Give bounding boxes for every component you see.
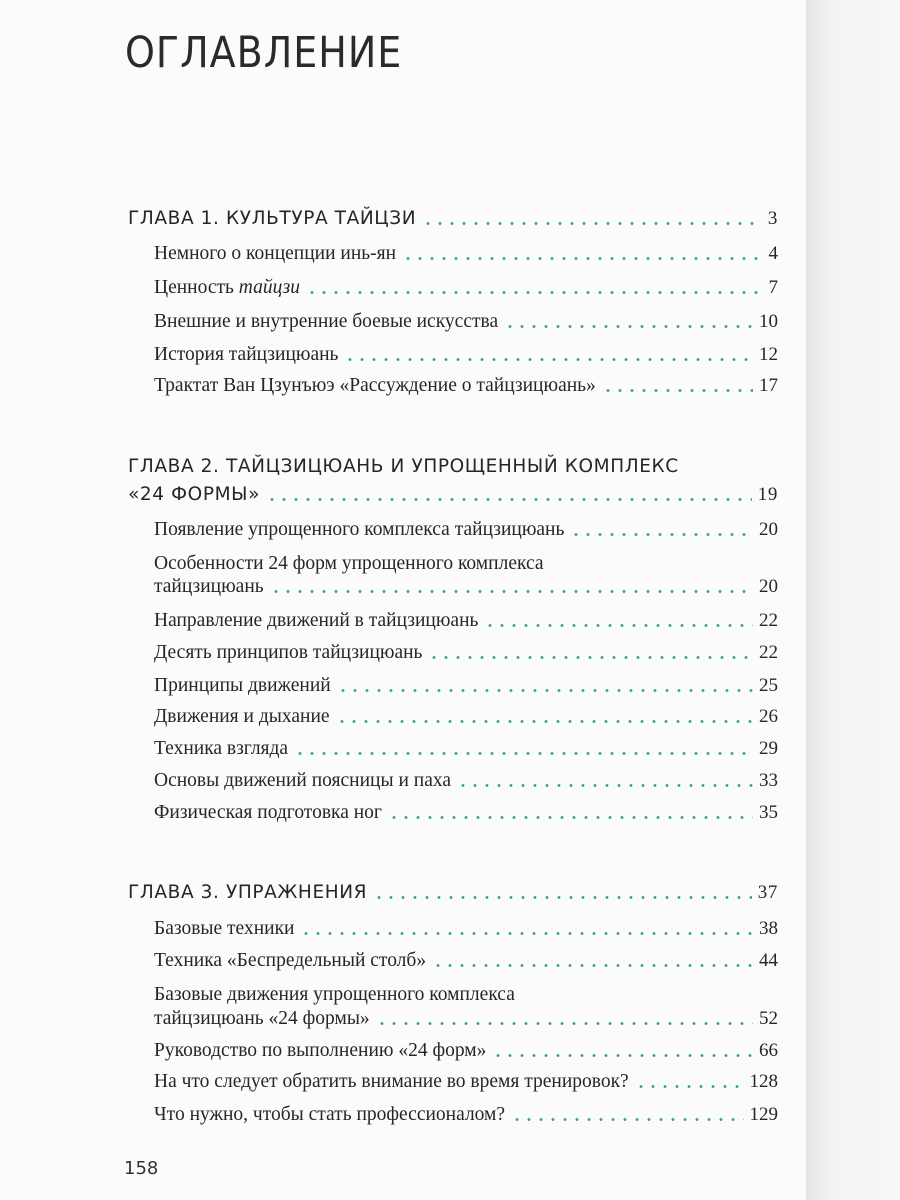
page-number: 19 [757,484,778,505]
toc-entry[interactable] [154,738,778,760]
dot-leader [570,532,753,537]
page-number: 33 [759,770,778,791]
page-number: 29 [759,738,778,759]
page-number: 44 [759,950,778,971]
dot-leader [300,931,753,936]
page-number: 17 [759,375,778,396]
page-number: 128 [749,1071,778,1092]
chapter-label: «24 ФОРМЫ» [128,484,260,505]
page-number: 7 [768,277,778,298]
dot-leader [388,815,753,820]
toc-entry[interactable] [154,802,778,824]
page-number: 10 [759,311,778,332]
toc-entry[interactable] [154,277,778,299]
page-number: 35 [759,802,778,823]
toc-chapter-2-line1[interactable]: ГЛАВА 2. ТАЙЦЗИЦЮАНЬ И УПРОЩЕННЫЙ КОМПЛЕКС [128,456,679,477]
entry-label: Основы движений поясницы и паха [154,770,451,791]
dot-leader [484,623,753,628]
chapter-label: ГЛАВА 3. УПРАЖНЕНИЯ [128,882,368,903]
toc-entry[interactable] [154,375,778,397]
toc-entry[interactable] [154,1071,778,1093]
page-number: 20 [759,519,778,540]
entry-label: Появление упрощенного комплекса тайцзицюань [154,519,565,540]
entry-label: Внешние и внутренние боевые искусства [154,311,499,332]
entry-label-italic: тайцзи [238,277,300,298]
page-number: 3 [767,208,778,229]
entry-label: Руководство по выполнению «24 форм» [154,1040,487,1061]
dot-leader [294,751,753,756]
page-number: 37 [757,882,778,903]
page-number: 4 [768,243,778,264]
page-number: 129 [749,1104,778,1125]
dot-leader [337,688,753,693]
toc-entry[interactable] [154,311,778,333]
entry-label: Физическая подготовка ног [154,802,382,823]
toc-entry[interactable] [154,610,778,632]
entry-label-text: Ценность [154,277,239,298]
dot-leader [635,1084,744,1089]
entry-label: Немного о концепции инь-ян [154,243,397,264]
page-number: 22 [759,642,778,663]
page-edge-shadow [806,0,900,1200]
dot-leader [402,256,762,261]
toc-entry[interactable] [154,1104,778,1126]
dot-leader [432,963,753,968]
page-number: 26 [759,706,778,727]
chapter-label: ГЛАВА 1. КУЛЬТУРА ТАЙЦЗИ [128,208,417,229]
entry-label: тайцзицюань [154,576,264,597]
dot-leader [266,497,752,502]
entry-label: Трактат Ван Цзунъюэ «Рассуждение о тайцзицюань» [154,375,596,396]
dot-leader [428,655,753,660]
toc-entry[interactable] [154,770,778,792]
page-number: 12 [759,344,778,365]
toc-entry[interactable] [154,243,778,265]
toc-entry[interactable] [154,576,778,598]
entry-label: тайцзицюань «24 формы» [154,1008,370,1029]
dot-leader [270,589,753,594]
dot-leader [306,290,763,295]
entry-label: Техника «Беспредельный столб» [154,950,427,971]
entry-label: На что следует обратить внимание во время тренировок? [154,1071,629,1092]
dot-leader [376,1021,753,1026]
page-number: 52 [759,1008,778,1029]
toc-entry[interactable] [154,918,778,940]
dot-leader [344,357,753,362]
toc-chapter-2[interactable] [128,484,778,506]
toc-chapter-1[interactable] [128,208,778,230]
entry-label: Десять принципов тайцзицюань [154,642,423,663]
dot-leader [336,719,753,724]
entry-label [154,277,300,299]
toc-entry-line1[interactable]: Особенности 24 форм упрощенного комплекса [154,553,544,574]
toc-entry[interactable] [154,344,778,366]
toc-entry[interactable] [154,675,778,697]
dot-leader [457,783,753,788]
dot-leader [511,1117,743,1122]
dot-leader [422,221,762,226]
toc-entry[interactable] [154,519,778,541]
entry-label: Техника взгляда [154,738,289,759]
dot-leader [602,388,753,393]
toc-chapter-3[interactable] [128,882,778,904]
toc-entry[interactable] [154,950,778,972]
dot-leader [492,1053,753,1058]
page-number: 38 [759,918,778,939]
entry-label: Движения и дыхание [154,706,330,727]
page-folio: 158 [124,1158,159,1179]
entry-label: Что нужно, чтобы стать профессионалом? [154,1104,506,1125]
toc-entry[interactable] [154,642,778,664]
toc-entry[interactable] [154,706,778,728]
toc-entry[interactable] [154,1040,778,1062]
entry-label: Базовые техники [154,918,295,939]
entry-label: История тайцзицюань [154,344,339,365]
page-number: 66 [759,1040,778,1061]
page-title: ОГЛАВЛЕНИЕ [125,28,403,78]
dot-leader [504,324,753,329]
toc-entry-line1[interactable]: Базовые движения упрощенного комплекса [154,984,515,1005]
page-number: 22 [759,610,778,631]
page-number: 20 [759,576,778,597]
page-number: 25 [759,675,778,696]
entry-label: Направление движений в тайцзицюань [154,610,479,631]
entry-label: Принципы движений [154,675,331,696]
toc-entry[interactable] [154,1008,778,1030]
dot-leader [373,895,752,900]
